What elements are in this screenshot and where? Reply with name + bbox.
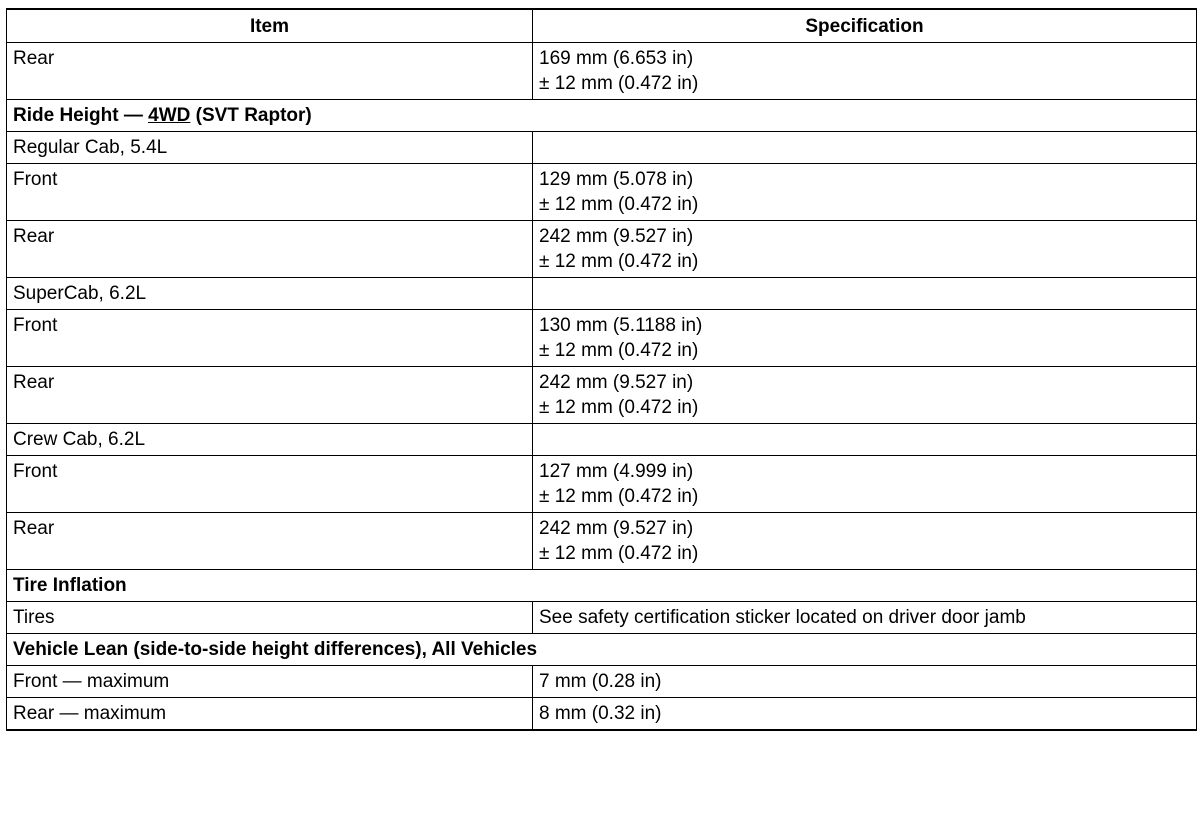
spec-cell <box>533 221 1197 278</box>
table-header-row <box>7 9 1197 43</box>
item-cell: Tires <box>7 602 533 634</box>
column-header-item: Item <box>7 9 533 43</box>
table-row <box>7 602 1197 634</box>
spec-cell <box>533 456 1197 513</box>
table-row <box>7 424 1197 456</box>
item-cell: Front <box>7 310 533 367</box>
spec-tolerance: ± 12 mm (0.472 in) <box>539 486 699 507</box>
spec-value: 8 mm (0.32 in) <box>539 703 662 724</box>
spec-cell <box>533 424 1197 456</box>
spec-tolerance: ± 12 mm (0.472 in) <box>539 543 699 564</box>
item-cell: Front — maximum <box>7 666 533 698</box>
table-row <box>7 367 1197 424</box>
item-cell: Crew Cab, 6.2L <box>7 424 533 456</box>
spec-value: 242 mm (9.527 in) <box>539 518 694 539</box>
spec-value: 169 mm (6.653 in) <box>539 48 694 69</box>
spec-cell <box>533 666 1197 698</box>
spec-value: 242 mm (9.527 in) <box>539 226 694 247</box>
section-title <box>7 100 1197 132</box>
section-row-vehicle-lean <box>7 634 1197 666</box>
table-row <box>7 310 1197 367</box>
section-row-ride-height-4wd <box>7 100 1197 132</box>
spec-cell <box>533 278 1197 310</box>
section-title: Tire Inflation <box>7 570 1197 602</box>
spec-value: 242 mm (9.527 in) <box>539 372 694 393</box>
spec-tolerance: ± 12 mm (0.472 in) <box>539 251 699 272</box>
item-cell: Rear <box>7 221 533 278</box>
spec-value: 127 mm (4.999 in) <box>539 461 694 482</box>
item-cell: Rear <box>7 367 533 424</box>
section-row-tire-inflation <box>7 570 1197 602</box>
item-cell: Rear <box>7 43 533 100</box>
spec-cell <box>533 602 1197 634</box>
table-row <box>7 513 1197 570</box>
spec-cell <box>533 43 1197 100</box>
table-row <box>7 666 1197 698</box>
column-header-specification: Specification <box>533 9 1197 43</box>
spec-cell <box>533 164 1197 221</box>
spec-cell <box>533 513 1197 570</box>
item-cell: SuperCab, 6.2L <box>7 278 533 310</box>
4wd-link[interactable]: 4WD <box>148 105 191 126</box>
spec-cell <box>533 132 1197 164</box>
item-cell: Front <box>7 164 533 221</box>
spec-tolerance: ± 12 mm (0.472 in) <box>539 397 699 418</box>
section-title-prefix: Ride Height — <box>13 105 149 126</box>
section-title-suffix: (SVT Raptor) <box>190 105 312 126</box>
table-row <box>7 278 1197 310</box>
spec-value: 129 mm (5.078 in) <box>539 169 694 190</box>
section-title: Vehicle Lean (side-to-side height differences), All Vehicles <box>7 634 1197 666</box>
table-row <box>7 43 1197 100</box>
table-row <box>7 164 1197 221</box>
spec-tolerance: ± 12 mm (0.472 in) <box>539 73 699 94</box>
spec-tolerance: ± 12 mm (0.472 in) <box>539 194 699 215</box>
table-row <box>7 132 1197 164</box>
spec-value: 7 mm (0.28 in) <box>539 671 662 692</box>
spec-value: See safety certification sticker located on driver door jamb <box>539 607 1026 628</box>
table-row <box>7 221 1197 278</box>
item-cell: Rear <box>7 513 533 570</box>
item-cell: Rear — maximum <box>7 698 533 731</box>
spec-cell <box>533 698 1197 731</box>
table-row <box>7 456 1197 513</box>
item-cell: Front <box>7 456 533 513</box>
spec-cell <box>533 310 1197 367</box>
table-row <box>7 698 1197 731</box>
spec-tolerance: ± 12 mm (0.472 in) <box>539 340 699 361</box>
specification-table <box>6 8 1197 731</box>
spec-cell <box>533 367 1197 424</box>
item-cell: Regular Cab, 5.4L <box>7 132 533 164</box>
spec-value: 130 mm (5.1188 in) <box>539 315 703 336</box>
